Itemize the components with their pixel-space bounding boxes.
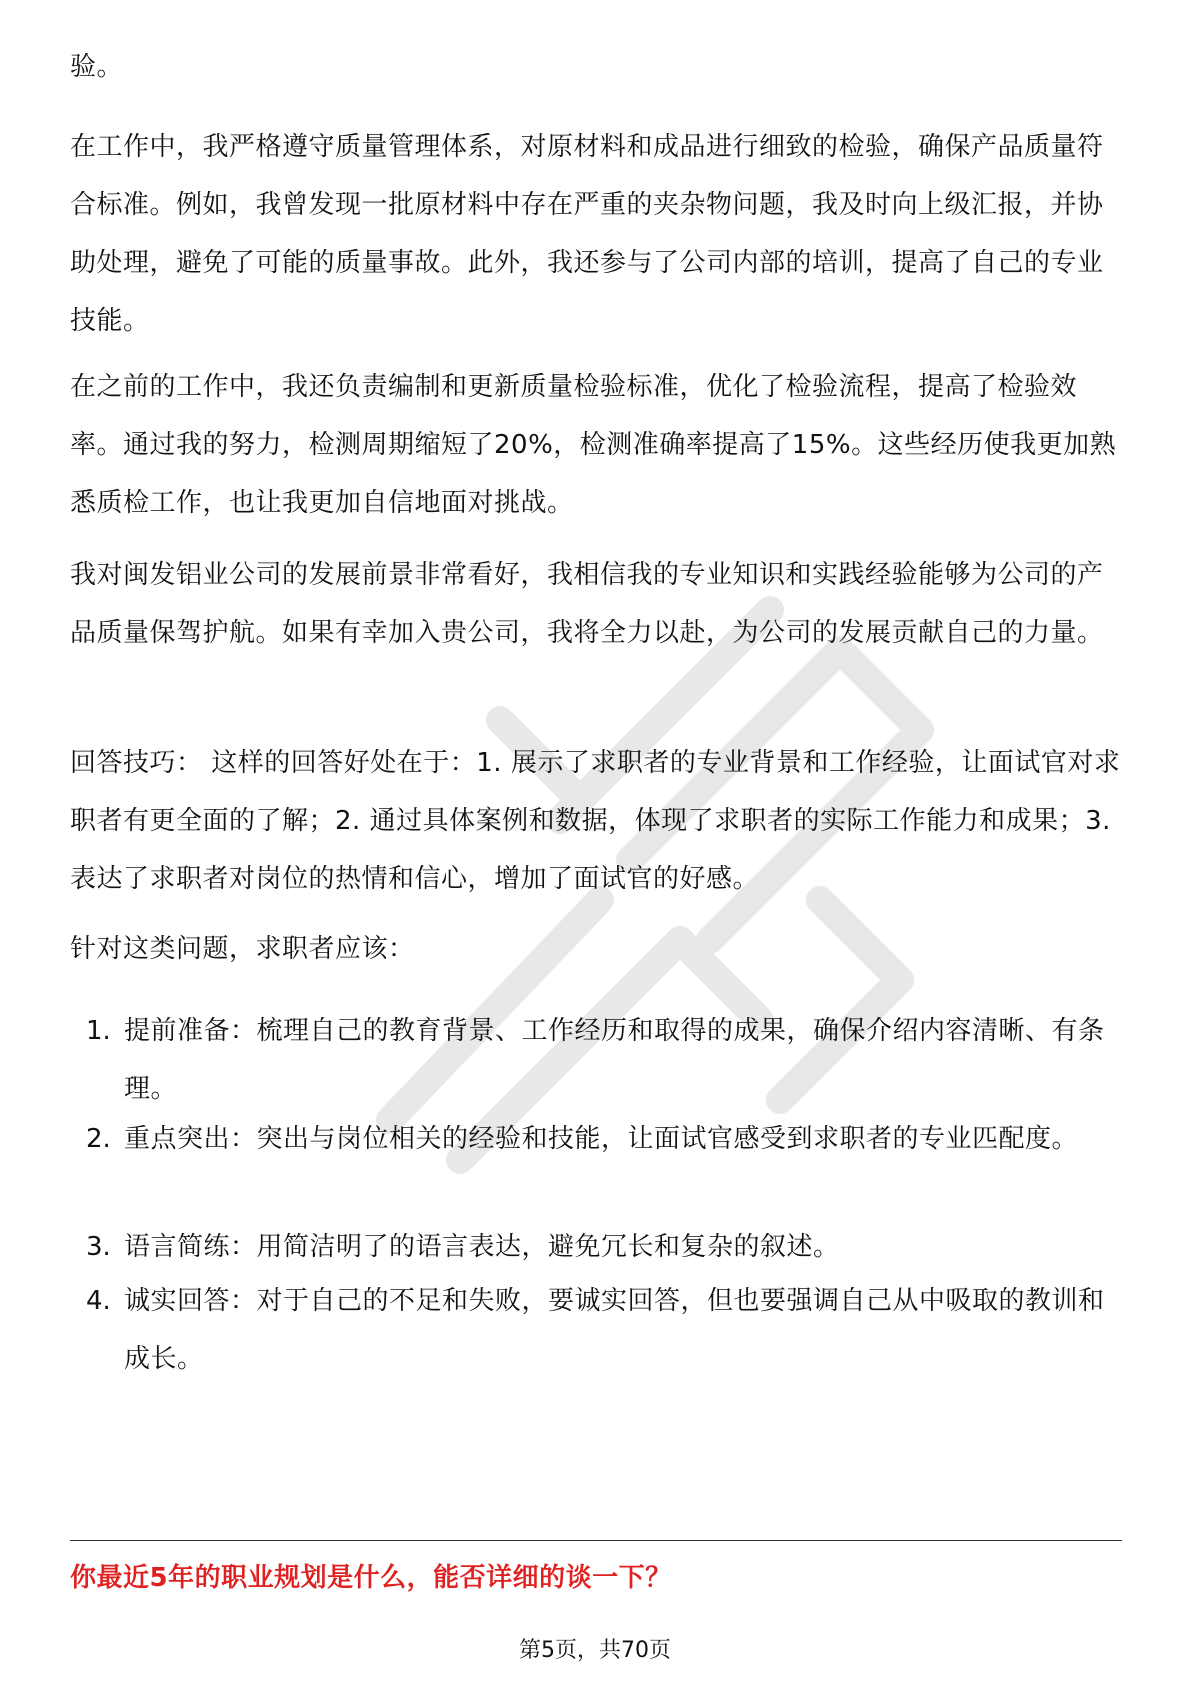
paragraph-work-quality: 在工作中，我严格遵守质量管理体系，对原材料和成品进行细致的检验，确保产品质量符合标准。例如，我曾发现一批原材料中存在严重的夹杂物问题，我及时向上级汇报，并协助处理，避免了可能的质量事故。此外，我还参与了公司内部的培训，提高了自己的专业技能。 <box>70 132 1104 336</box>
list-item <box>70 1218 1122 1276</box>
list-item <box>70 1002 1122 1118</box>
page-footer: 第5页，共70页 <box>519 1638 671 1663</box>
section-divider <box>70 1540 1122 1541</box>
paragraph-previous-work: 在之前的工作中，我还负责编制和更新质量检验标准，优化了检验流程，提高了检验效率。通过我的努力，检测周期缩短了20%，检测准确率提高了15%。这些经历使我更加熟悉质检工作，也让我更加自信地面对挑战。 <box>70 372 1117 518</box>
list-text: 诚实回答：对于自己的不足和失败，要诚实回答，但也要强调自己从中吸取的教训和成长。 <box>124 1286 1105 1374</box>
paragraph-advice-intro: 针对这类问题，求职者应该： <box>70 934 415 964</box>
list-number: 4. <box>86 1286 111 1316</box>
list-text: 提前准备：梳理自己的教育背景、工作经历和取得的成果，确保介绍内容清晰、有条理。 <box>124 1016 1105 1104</box>
list-number: 1. <box>86 1016 111 1046</box>
paragraph-answer-tips: 回答技巧： 这样的回答好处在于：1. 展示了求职者的专业背景和工作经验，让面试官对求职者有更全面的了解；2. 通过具体案例和数据，体现了求职者的实际工作能力和成果；3. 表达了求职者对岗位的热情和信心，增加了面试官的好感。 <box>70 748 1121 894</box>
list-number: 3. <box>86 1232 111 1262</box>
list-item <box>70 1110 1122 1168</box>
paragraph-continuation: 验。 <box>70 52 124 82</box>
list-number: 2. <box>86 1124 111 1154</box>
next-question-heading: 你最近5年的职业规划是什么，能否详细的谈一下？ <box>70 1563 672 1593</box>
list-text: 重点突出：突出与岗位相关的经验和技能，让面试官感受到求职者的专业匹配度。 <box>124 1124 1079 1154</box>
list-text: 语言简练：用简洁明了的语言表达，避免冗长和复杂的叙述。 <box>124 1232 840 1262</box>
list-item <box>70 1272 1122 1388</box>
paragraph-company-outlook: 我对闽发铝业公司的发展前景非常看好，我相信我的专业知识和实践经验能够为公司的产品质量保驾护航。如果有幸加入贵公司，我将全力以赴，为公司的发展贡献自己的力量。 <box>70 560 1104 648</box>
